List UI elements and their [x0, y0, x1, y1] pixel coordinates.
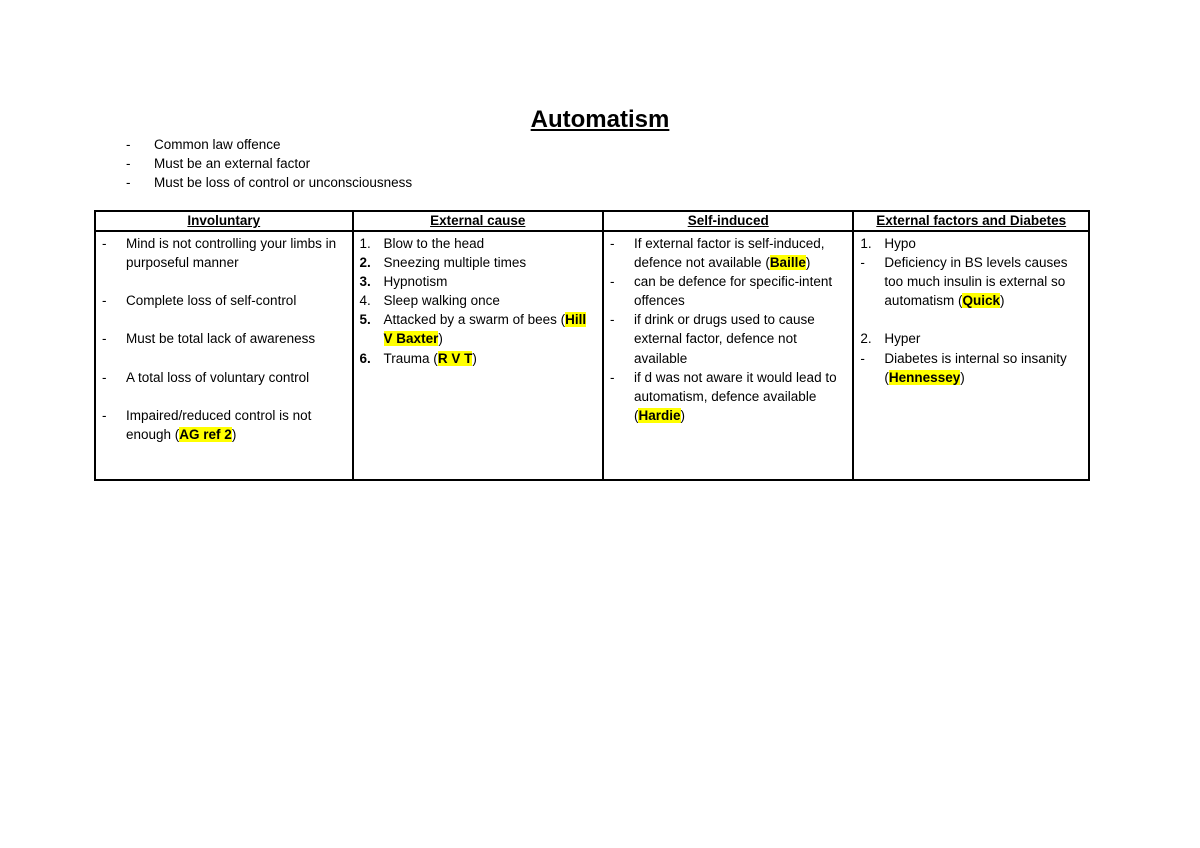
- list-item: - A total loss of voluntary control: [102, 369, 310, 385]
- list-item: - Diabetes is internal so insanity (Hennessey): [860, 350, 1067, 385]
- list-item: - Must be total lack of awareness: [102, 331, 316, 347]
- list-item: - Deficiency in BS levels causes too much insulin is external so automatism (Quick): [860, 255, 1068, 309]
- list-item: 1. Hypo: [860, 236, 916, 251]
- list-item: 1. Blow to the head: [359, 236, 485, 251]
- case-highlight: Hardie: [638, 407, 681, 423]
- dash-marker: -: [126, 156, 131, 171]
- cell-self-induced: [603, 231, 853, 480]
- list-item: - if drink or drugs used to cause external factor, defence not available: [609, 312, 815, 366]
- case-highlight: Quick: [962, 293, 1000, 309]
- header-external-cause: External cause: [353, 211, 603, 231]
- list-item: - If external factor is self-induced, defence not available (Baille): [609, 236, 825, 271]
- intro-list: [126, 135, 412, 192]
- list-item: - Must be an external factor: [126, 156, 311, 171]
- dash-marker: -: [126, 175, 131, 190]
- header-self-induced: Self-induced: [603, 211, 853, 231]
- list-item: - can be defence for specific-intent offences: [609, 274, 833, 309]
- cell-diabetes: [853, 231, 1089, 480]
- case-highlight: AG ref 2: [179, 426, 232, 442]
- case-highlight: Hill V Baxter: [383, 312, 587, 347]
- list-item: - Mind is not controlling your limbs in purposeful manner: [102, 236, 337, 271]
- table-header-row: [95, 211, 1089, 231]
- list-item: 4. Sleep walking once: [359, 293, 500, 309]
- list-item: 2. Sneezing multiple times: [359, 255, 527, 271]
- page-title: Automatism: [530, 106, 670, 133]
- list-item: 3. Hypnotism: [359, 274, 448, 290]
- header-diabetes: External factors and Diabetes: [853, 211, 1089, 231]
- cell-external-cause: [353, 231, 603, 480]
- list-item: - Complete loss of self-control: [102, 293, 297, 309]
- list-item: - Impaired/reduced control is not enough (AG ref 2): [102, 407, 312, 442]
- list-item: 6. Trauma (R V T): [359, 350, 477, 366]
- list-item: 5. Attacked by a swarm of bees (Hill V Baxter): [359, 312, 587, 347]
- dash-marker: -: [126, 137, 131, 152]
- list-item: 2. Hyper: [860, 331, 921, 347]
- cell-involuntary: [95, 231, 353, 480]
- automatism-table: [94, 210, 1090, 481]
- case-highlight: Baille: [769, 255, 806, 271]
- case-highlight: Hennessey: [888, 369, 961, 385]
- list-item: - Common law offence: [126, 137, 281, 152]
- header-involuntary: Involuntary: [95, 211, 353, 231]
- list-item: - Must be loss of control or unconsciousness: [126, 175, 413, 190]
- list-item: - if d was not aware it would lead to automatism, defence available (Hardie): [609, 369, 837, 423]
- table-row: [95, 231, 1089, 480]
- case-highlight: R V T: [437, 350, 473, 366]
